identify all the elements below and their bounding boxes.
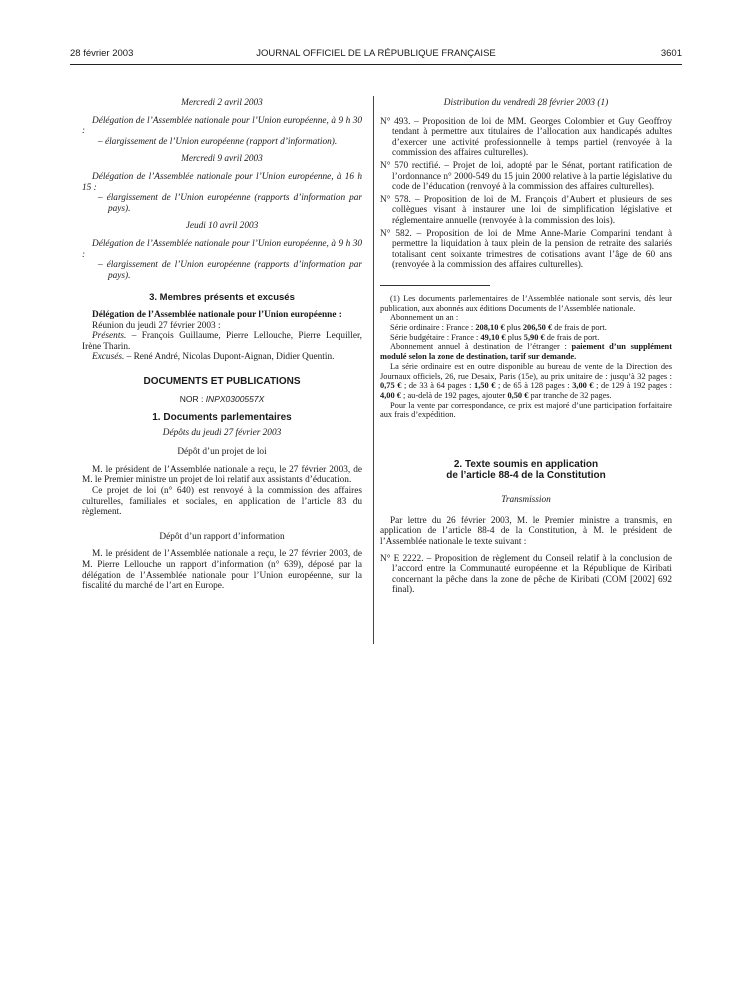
nor-label: NOR : xyxy=(179,394,206,405)
footnote-serie-ordinaire xyxy=(380,323,672,333)
footnote xyxy=(380,294,672,420)
vente-k: par tranche de 32 pages. xyxy=(528,390,612,400)
transmission-heading: Transmission xyxy=(501,495,551,506)
serie-bud-tail: de frais de port. xyxy=(544,332,600,342)
serie-bud-port: 5,90 € xyxy=(523,332,545,342)
document-item-e2222: N° E 2222. – Proposition de règlement du Conseil relatif à la conclusion de l’accord entre la Communauté européenne et la République de Kiribati concernant la pêche dans la zone de pêche de Kiribati (COM [2002] 692 final). xyxy=(380,553,672,596)
header-page-number: 3601 xyxy=(660,48,682,59)
etranger-label: Abonnement annuel à destination de l’étranger : xyxy=(390,342,572,352)
document-item-578: N° 578. – Proposition de loi de M. François d’Aubert et plusieurs de ses collègues visant à instaurer une loi de simplification législative et réglementaire annuelle (renvoyée à la commission des lois). xyxy=(380,194,672,226)
footnote-vente xyxy=(380,362,672,401)
vente-a: La série ordinaire est en outre disponible au bureau de vente de la Direction des Journaux officiels, 26, rue Desaix, Paris (15e), au prix unitaire de : jusqu’à 32 pages : xyxy=(380,361,672,381)
presents-label: Présents. xyxy=(92,331,127,342)
agenda-item-2: – élargissement de l’Union européenne (rapports d’information par pays). xyxy=(98,193,362,214)
footnote-etranger xyxy=(380,342,672,361)
footnote-intro: (1) Les documents parlementaires de l’Assemblée nationale sont servis, dès leur publication, aux abonnés aux éditions Documents de l’Assemblée nationale. xyxy=(380,293,672,313)
projet-paragraph-1: M. le président de l’Assemblée nationale a reçu, le 27 février 2003, de M. le Premier ministre un projet de loi relatif aux assistants d’éducation. xyxy=(82,464,362,486)
agenda-date-3: Jeudi 10 avril 2003 xyxy=(185,221,259,232)
section-3-reunion: Réunion du jeudi 27 février 2003 : xyxy=(92,320,221,331)
agenda-delegation-3: Délégation de l’Assemblée nationale pour l’Union européenne, à 9 h 30 : xyxy=(82,238,362,260)
distribution-heading: Distribution du vendredi 28 février 2003 (1) xyxy=(443,98,609,108)
section-3-title: 3. Membres présents et excusés xyxy=(149,292,295,304)
footnote-serie-budgetaire xyxy=(380,333,672,343)
excuses-label: Excusés. xyxy=(92,352,125,363)
serie-bud-label: Série budgétaire : France : xyxy=(390,332,481,342)
documents-publications-title: DOCUMENTS ET PUBLICATIONS xyxy=(143,375,301,387)
agenda-delegation-2: Délégation de l’Assemblée nationale pour l’Union européenne, à 16 h 15 : xyxy=(82,171,362,193)
section-2-title-line2: de l’article 88-4 de la Constitution xyxy=(446,469,606,481)
section-1-title: 1. Documents parlementaires xyxy=(152,412,292,424)
vente-h: 4,00 € xyxy=(380,390,401,400)
footnote-rule xyxy=(380,285,490,286)
left-column xyxy=(82,98,362,592)
agenda-date-2: Mercredi 9 avril 2003 xyxy=(181,154,263,165)
right-column xyxy=(380,98,672,598)
serie-ord-price: 208,10 € xyxy=(475,323,505,333)
presents-names: – François Guillaume, Pierre Lellouche, Pierre Lequiller, Irène Tharin. xyxy=(82,331,362,352)
projet-paragraph-2: Ce projet de loi (n° 640) est renvoyé à la commission des affaires culturelles, familiales et sociales, en application de l’article 83 du règlement. xyxy=(82,486,362,518)
agenda-item-3: – élargissement de l’Union européenne (rapports d’information par pays). xyxy=(98,260,362,281)
agenda-item-1: – élargissement de l’Union européenne (rapport d’information). xyxy=(98,136,338,147)
vente-f: 3,00 € xyxy=(572,381,594,391)
vente-c: ; de 33 à 64 pages : xyxy=(401,381,474,391)
section-3-excuses xyxy=(82,352,362,363)
footnote-correspondance: Pour la vente par correspondance, ce prix est majoré d’une participation forfaitaire aux frais d’expédition. xyxy=(380,400,672,420)
transmission-paragraph: Par lettre du 26 février 2003, M. le Premier ministre a transmis, en application de l’article 88-4 de la Constitution, à M. le président de l’Assemblée nationale le texte suivant : xyxy=(380,515,672,548)
serie-bud-plus: plus xyxy=(505,332,524,342)
vente-g: ; de 129 à 192 pages : xyxy=(593,381,672,391)
column-divider xyxy=(373,96,374,644)
section-2-title-line1: 2. Texte soumis en application xyxy=(453,459,599,471)
serie-bud-price: 49,10 € xyxy=(480,332,506,342)
header-date: 28 février 2003 xyxy=(70,48,134,59)
page-header xyxy=(70,48,682,62)
excuses-names: – René André, Nicolas Dupont-Aignan, Didier Quentin. xyxy=(124,352,335,363)
vente-i: ; au-delà de 192 pages, ajouter xyxy=(400,390,508,400)
serie-ord-plus: plus xyxy=(504,323,523,333)
header-journal-title: JOURNAL OFFICIEL DE LA RÉPUBLIQUE FRANÇAISE xyxy=(256,48,496,59)
serie-ord-port: 206,50 € xyxy=(522,323,553,333)
vente-e: ; de 65 à 128 pages : xyxy=(495,381,573,391)
document-item-493: N° 493. – Proposition de loi de MM. Georges Colombier et Guy Geoffroy tendant à permettre aux titulaires de l’allocation aux handicapés adultes d’exercer une activité professionnelle à temps partiel (renvoyée à la commission des affaires culturelles). xyxy=(380,116,672,159)
depots-date: Dépôts du jeudi 27 février 2003 xyxy=(162,427,282,438)
agenda-delegation-1: Délégation de l’Assemblée nationale pour l’Union européenne, à 9 h 30 : xyxy=(82,115,362,137)
header-rule xyxy=(70,64,682,65)
section-3-presents xyxy=(82,331,362,352)
vente-j: 0,50 € xyxy=(507,390,529,400)
etranger-terms: paiement d’un supplément modulé selon la zone de destination, tarif sur demande. xyxy=(380,342,672,362)
serie-ord-tail: de frais de port. xyxy=(552,323,607,333)
document-item-582: N° 582. – Proposition de loi de Mme Anne-Marie Comparini tendant à permettre la liquidation à taux plein de la pension de retraite des salariés totalisant cent soixante trimestres de cotisations avant l’âge de 60 ans (renvoyée à la commission des affaires culturelles). xyxy=(380,228,672,271)
vente-d: 1,50 € xyxy=(474,381,496,391)
depot-projet-heading: Dépôt d’un projet de loi xyxy=(177,447,267,458)
nor-reference xyxy=(82,394,362,405)
vente-b: 0,75 € xyxy=(380,381,402,391)
nor-value: INPX0300557X xyxy=(205,394,265,405)
serie-ord-label: Série ordinaire : France : xyxy=(390,323,476,333)
footnote-abonnement: Abonnement un an : xyxy=(390,313,459,323)
rapport-paragraph: M. le président de l’Assemblée nationale a reçu, le 27 février 2003, de M. Pierre Lellouche un rapport d’information (n° 639), déposé par la délégation de l’Assemblée nationale pour l’Union européenne, sur la fiscalité du marché de l’art en Europe. xyxy=(82,549,362,592)
section-3-delegation: Délégation de l’Assemblée nationale pour l’Union européenne : xyxy=(92,309,342,320)
agenda-date-1: Mercredi 2 avril 2003 xyxy=(181,98,263,108)
document-item-570: N° 570 rectifié. – Projet de loi, adopté par le Sénat, portant ratification de l’ordonnance n° 2000-549 du 15 juin 2000 relative à la partie législative du code de l’éducation (renvoyé à la commission des affaires culturelles). xyxy=(380,160,672,193)
depot-rapport-heading: Dépôt d’un rapport d’information xyxy=(159,531,285,542)
